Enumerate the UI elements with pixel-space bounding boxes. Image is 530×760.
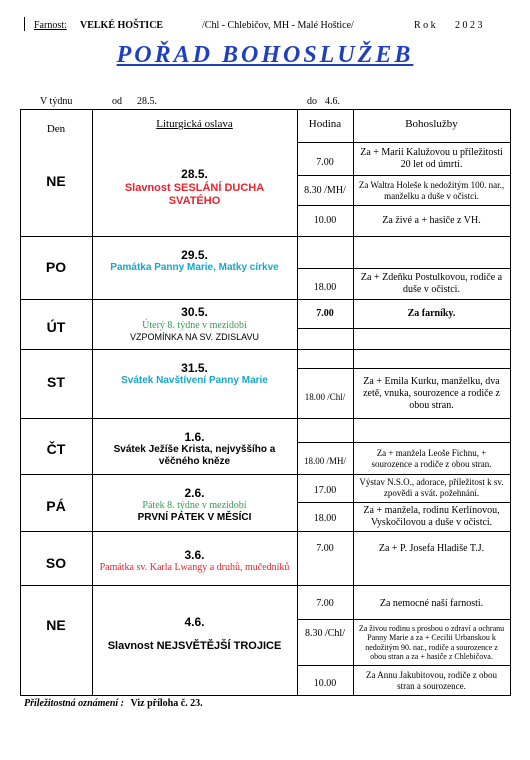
liturgy-name: Slavnost SESLÁNÍ DUCHA SVATÉHO <box>124 181 265 207</box>
year: 2 0 2 3 <box>455 20 483 31</box>
liturgy-date: 28.5. <box>181 167 208 182</box>
col-header-time: Hodina <box>308 118 342 131</box>
parish-label: Farnost: <box>34 20 67 31</box>
day-label: ST <box>47 373 65 390</box>
mass-intention: Za Waltra Holeše k nedožitým 100. nar., manželku a duše v očistci. <box>358 179 505 201</box>
col-header-services: Bohoslužby <box>405 118 458 131</box>
footer-note <box>24 698 203 709</box>
mass-time: 8.30 /Chl/ <box>304 628 345 639</box>
mass-intention: Za nemocné naší farnosti. <box>379 598 484 609</box>
week-from-label: od <box>112 96 122 107</box>
mass-intention: Za živou rodinu s prosbou o zdraví a ochranu Panny Marie a za + Cecilii Urbanskou k nedožitým 90. nar., rodiče a sourozence z obou stran a za + hasiče z Chlebičova. <box>358 624 505 661</box>
footer-label: Příležitostná oznámení : <box>24 698 125 709</box>
week-from: 28.5. <box>137 96 157 107</box>
mass-time: 18.00 <box>313 281 337 293</box>
mass-time: 10.00 <box>313 215 337 226</box>
mass-time: 10.00 <box>313 677 337 689</box>
mass-intention: Za živé a + hasiče z VH. <box>382 215 481 226</box>
liturgy-cell <box>92 352 297 396</box>
mass-intention: Za farníky. <box>407 308 456 319</box>
header-divider <box>24 17 25 31</box>
day-label: PÁ <box>46 497 66 514</box>
mass-intention: Za + manžela, rodinu Kerlínovou, Vyskočilovou a duše v očistci. <box>363 504 500 528</box>
liturgy-date: 30.5. <box>181 305 208 320</box>
day-label: PO <box>45 259 67 276</box>
mass-time: 18.00 <box>313 513 337 524</box>
liturgy-date: 3.6. <box>184 547 205 562</box>
day-label: ÚT <box>46 318 66 335</box>
col-header-day: Den <box>46 123 66 136</box>
liturgy-cell <box>92 240 297 282</box>
liturgy-cell <box>92 160 297 215</box>
mass-intention: Za Annu Jakubitovou, rodiče z obou stran a sourozence. <box>366 669 497 691</box>
mass-time: 18.00 /MH/ <box>303 455 346 466</box>
page-title: POŘAD BOHOSLUŽEB <box>116 42 414 68</box>
liturgy-name: Úterý 8. týdne v mezidobí <box>142 319 247 331</box>
liturgy-name: Památka Panny Marie, Matky církve <box>110 262 279 274</box>
mass-time: 17.00 <box>313 485 337 496</box>
mass-intention: Za + P. Josefa Hladiše T.J. <box>378 543 485 554</box>
mass-time: 7.00 <box>316 308 334 319</box>
mass-intention: Za + Zdeňku Postulkovou, rodiče a duše v očistci. <box>360 271 503 295</box>
mass-intention: Výstav N.S.O., adorace, příležitost k sv. zpovědi a svát. požehnání. <box>359 477 504 498</box>
mass-time: 7.00 <box>316 598 334 609</box>
week-to-label: do <box>307 96 317 107</box>
day-label: NE <box>46 616 66 633</box>
liturgy-cell <box>92 482 297 528</box>
week-to: 4.6. <box>325 96 340 107</box>
mass-time: 7.00 <box>316 156 334 168</box>
liturgy-name: Svátek Ježíše Krista, nejvyššího a věčného kněze <box>113 444 276 468</box>
liturgy-cell <box>92 604 297 664</box>
liturgy-name: Svátek Navštívení Panny Marie <box>121 375 268 387</box>
mass-intention: Za + Marii Kalužovou u příležitosti 20 let od úmrtí. <box>360 147 503 170</box>
liturgy-date: 31.5. <box>181 360 208 375</box>
liturgy-name: Pátek 8. týdne v mezidobí <box>142 500 247 512</box>
parish-name: VELKÉ HOŠTICE <box>80 20 164 31</box>
liturgy-date: 4.6. <box>184 615 205 630</box>
liturgy-cell <box>92 300 297 348</box>
liturgy-date: 29.5. <box>181 247 208 262</box>
week-label: V týdnu <box>40 96 73 107</box>
mass-time: 7.00 <box>316 543 334 554</box>
footer-text: Viz příloha č. 23. <box>130 698 203 709</box>
mass-intention: Za + Emila Kurku, manželku, dva zetě, vnuka, sourozence a rodiče z obou stran. <box>363 376 500 411</box>
year-label: R o k <box>414 20 436 31</box>
liturgy-name: Slavnost NEJSVĚTĚJŠÍ TROJICE <box>107 639 282 652</box>
day-label: NE <box>46 172 66 189</box>
mass-intention: Za + manžela Leoše Fichnu, + sourozence a rodiče z obou stran. <box>371 447 492 469</box>
liturgy-date: 2.6. <box>184 485 205 500</box>
mass-time: 8.30 /MH/ <box>304 184 346 196</box>
parish-list: /Chl - Chlebičov, MH - Malé Hoštice/ <box>202 20 354 31</box>
col-header-liturgy: Liturgická oslava <box>156 118 233 131</box>
liturgy-cell <box>94 426 295 472</box>
liturgy-note: PRVNÍ PÁTEK V MĚSÍCI <box>137 512 252 524</box>
liturgy-date: 1.6. <box>184 429 205 444</box>
day-label: ČT <box>46 440 66 457</box>
liturgy-name: Památka sv. Karla Lwangy a druhů, mučedníků <box>99 562 290 574</box>
day-label: SO <box>45 554 67 571</box>
liturgy-cell <box>94 538 295 584</box>
liturgy-note: VZPOMÍNKA NA SV. ZDISLAVU <box>129 331 260 342</box>
mass-time: 18.00 /Chl/ <box>304 391 346 402</box>
